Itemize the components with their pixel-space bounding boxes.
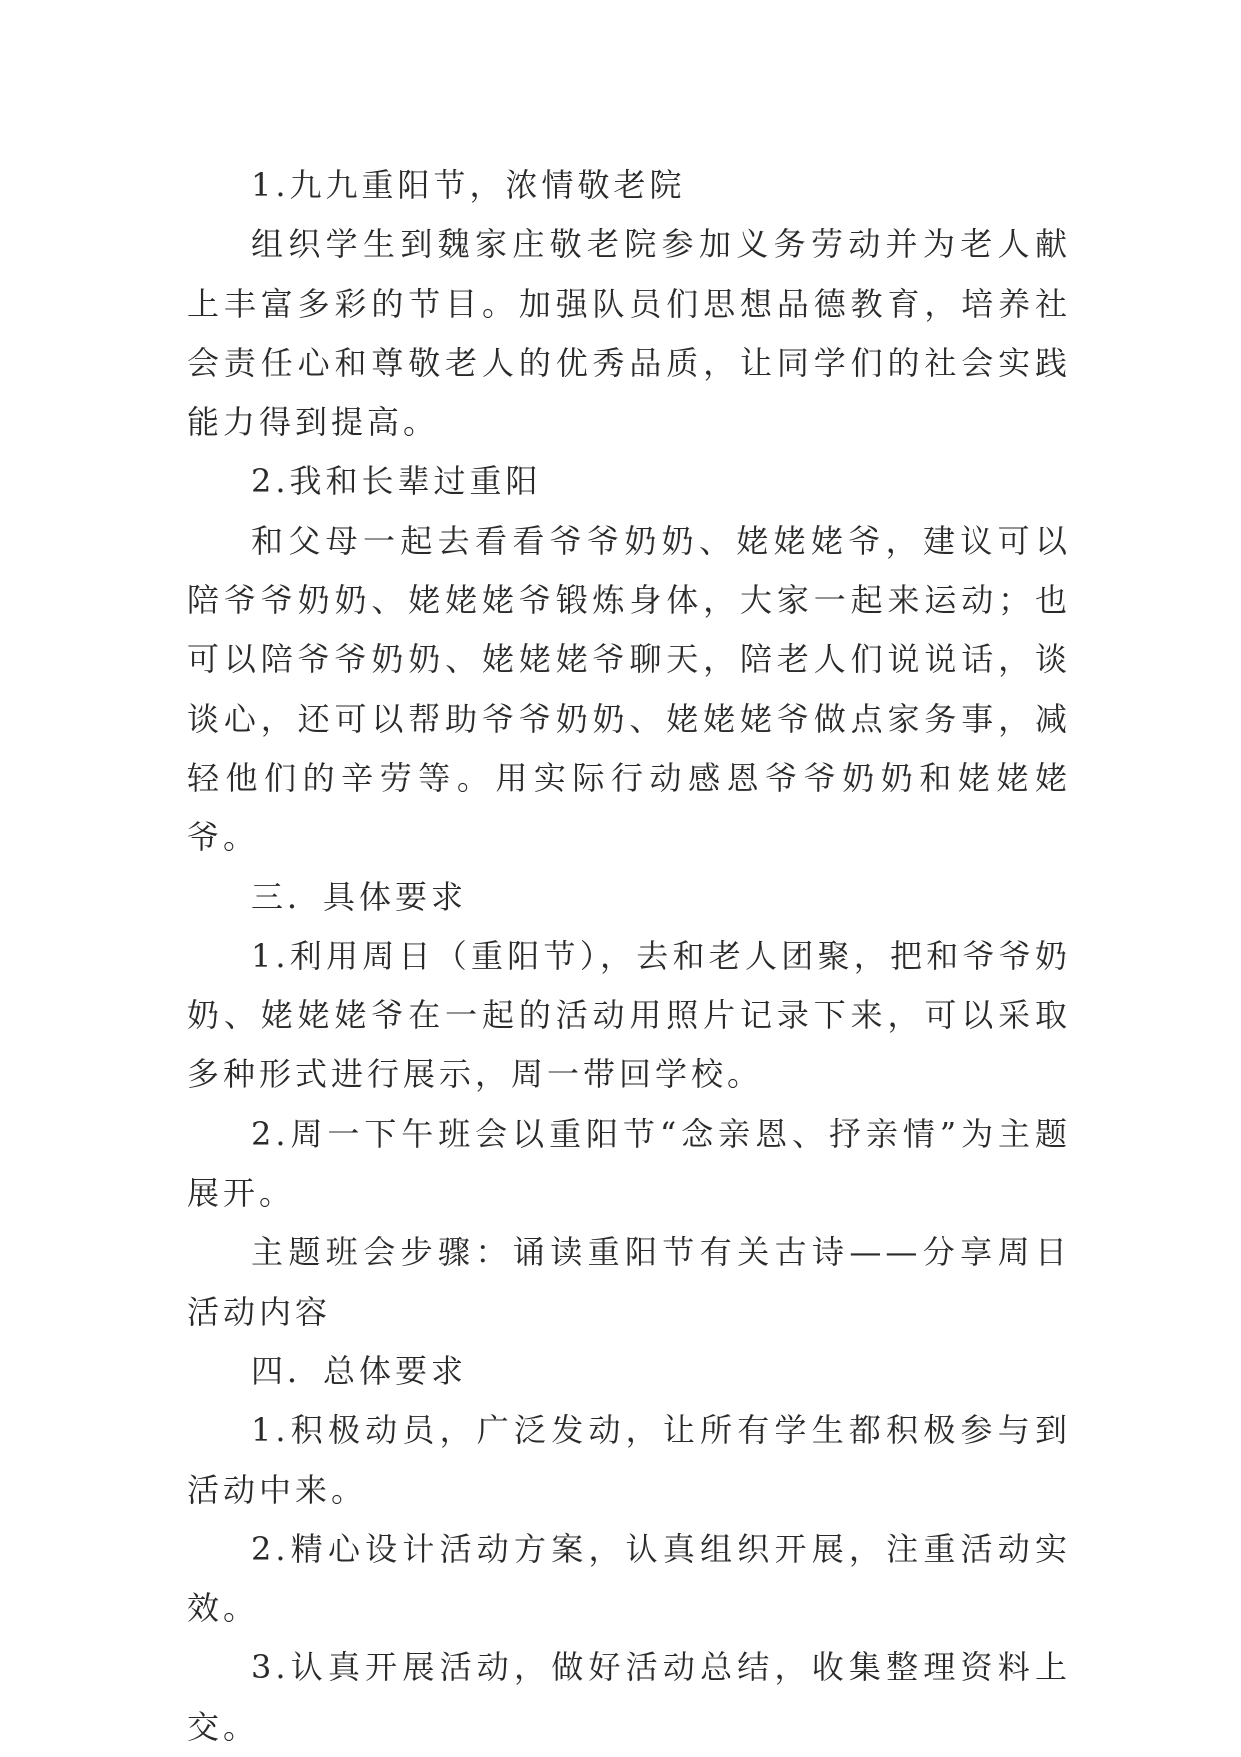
section-heading: 四．总体要求 <box>251 1351 468 1390</box>
requirement-item: 1.积极动员，广泛发动，让所有学生都积极参与到活动中来。 <box>187 1411 1071 1509</box>
requirement-item: 2.精心设计活动方案，认真组织开展，注重活动实效。 <box>187 1529 1071 1628</box>
body-paragraph: 和父母一起去看看爷爷奶奶、姥姥姥爷，建议可以陪爷爷奶奶、姥姥姥爷锻炼身体，大家一起来运动；也可以陪爷爷奶奶、姥姥姥爷聊天，陪老人们说说话，谈谈心，还可以帮助爷爷奶奶、姥姥姥爷做点家务事，减轻他们的辛劳等。用实际行动感恩爷爷奶奶和姥姥姥爷。 <box>187 521 1071 857</box>
requirement-item: 1.利用周日（重阳节），去和老人团聚，把和爷爷奶奶、姥姥姥爷在一起的活动用照片记录下来，可以采取多种形式进行展示，周一带回学校。 <box>187 936 1071 1094</box>
section-item-heading: 2.我和长辈过重阳 <box>251 462 542 501</box>
document-body <box>187 156 1071 1757</box>
body-paragraph: 主题班会步骤：诵读重阳节有关古诗——分享周日活动内容 <box>187 1233 1071 1331</box>
section-heading: 三．具体要求 <box>251 877 468 916</box>
body-paragraph: 组织学生到魏家庄敬老院参加义务劳动并为老人献上丰富多彩的节目。加强队员们思想品德教育，培养社会责任心和尊敬老人的优秀品质，让同学们的社会实践能力得到提高。 <box>187 225 1071 442</box>
section-item-heading: 1.九九重阳节，浓情敬老院 <box>251 166 686 204</box>
requirement-item: 3.认真开展活动，做好活动总结，收集整理资料上交。 <box>187 1648 1071 1746</box>
requirement-item: 2.周一下午班会以重阳节“念亲恩、抒亲情”为主题展开。 <box>187 1114 1071 1213</box>
